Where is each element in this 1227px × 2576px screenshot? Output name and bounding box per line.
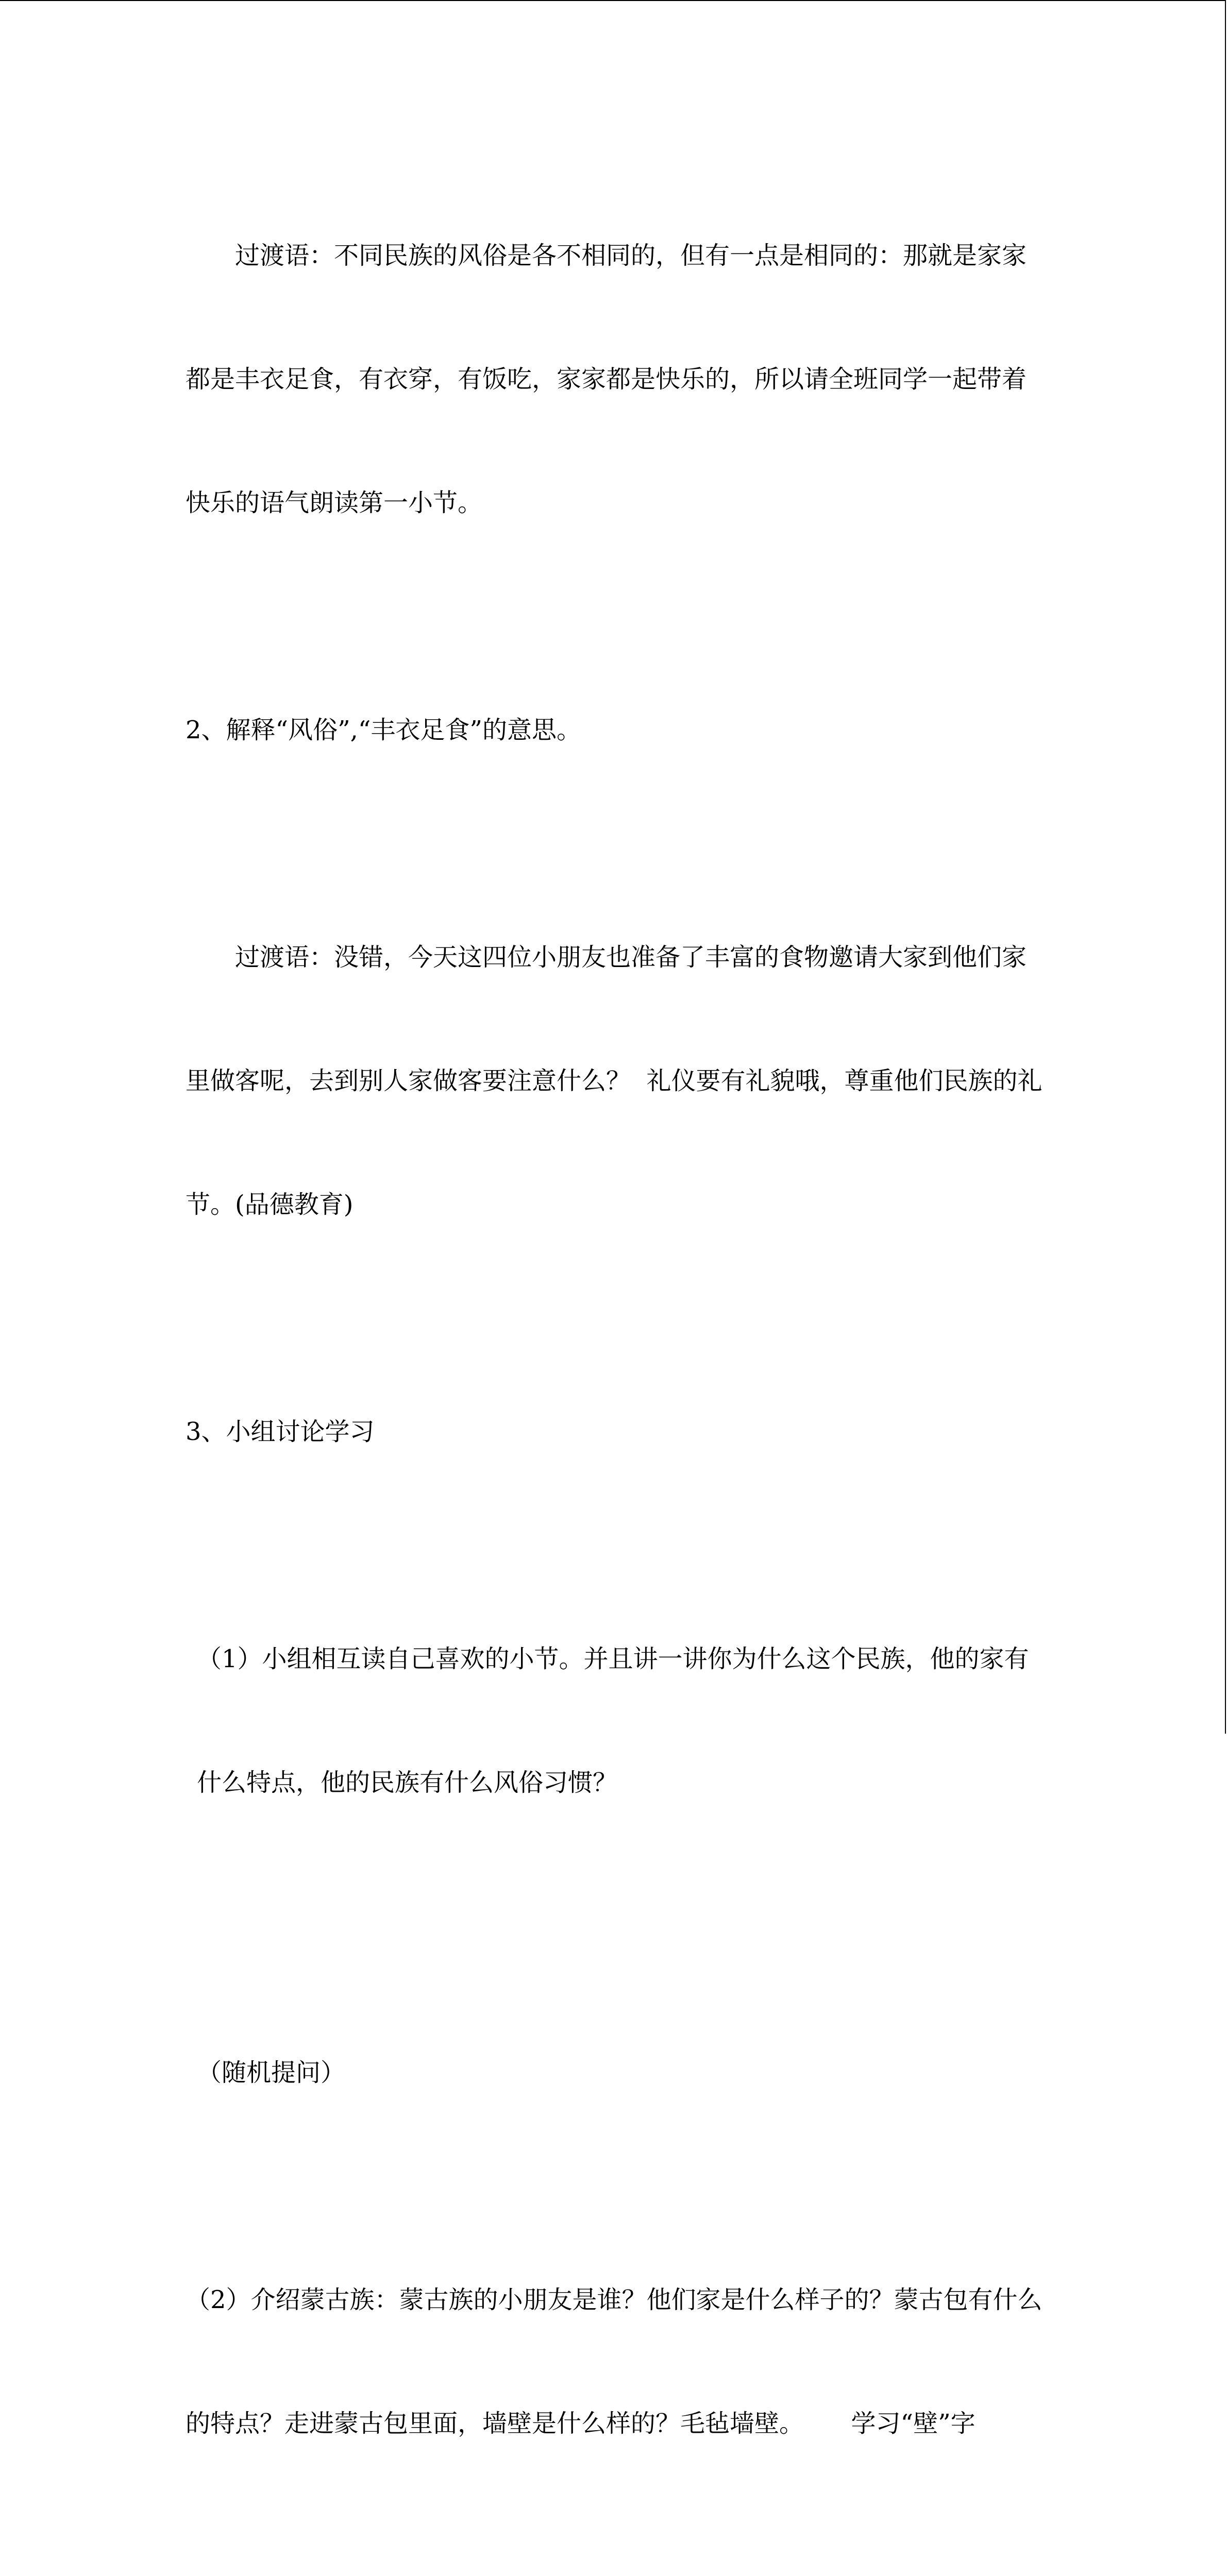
random-question-note [186,1970,1051,2176]
section-3-heading [186,1329,1051,1535]
text-line: 什么特点，他的民族有什么风俗习惯？ [197,1768,618,1797]
text-line: 过渡语：不同民族的风俗是各不相同的，但有一点是相同的：那就是家家 [235,241,1027,270]
transition-paragraph-2 [186,854,1051,1308]
text-line: 里做客呢，去到别人家做客要注意什么？ 礼仪要有礼貌哦，尊重他们民族的礼 [186,1066,1043,1095]
text-line: 2、解释“风俗”,“丰衣足食”的意思。 [186,716,581,744]
text-line: 的特点？走进蒙古包里面，墙壁是什么样的？毛毡墙壁。 学习“壁”字 [186,2409,976,2438]
mongolian-point-1 [186,2548,1051,2576]
transition-paragraph-1 [186,152,1051,606]
text-line: 都是丰衣足食，有衣穿，有饭吃，家家都是快乐的，所以请全班同学一起带着 [186,365,1027,394]
section-2-heading [186,627,1051,833]
text-line: 3、小组讨论学习 [186,1417,375,1446]
text-line: 过渡语：没错，今天这四位小朋友也准备了丰富的食物邀请大家到他们家 [235,943,1027,972]
document-body [186,152,1051,2576]
text-line: （1）小组相互读自己喜欢的小节。并且讲一讲你为什么这个民族，他的家有 [197,1645,1029,1673]
text-line: （随机提问） [197,2058,346,2087]
text-line: 节。(品德教育) [186,1190,354,1219]
text-line: 快乐的语气朗读第一小节。 [186,488,483,517]
group-discussion-item-1 [186,1556,1051,1886]
text-line: （2）介绍蒙古族：蒙古族的小朋友是谁？他们家是什么样子的？蒙古包有什么 [186,2285,1043,2314]
mongolian-intro [186,2197,1051,2527]
